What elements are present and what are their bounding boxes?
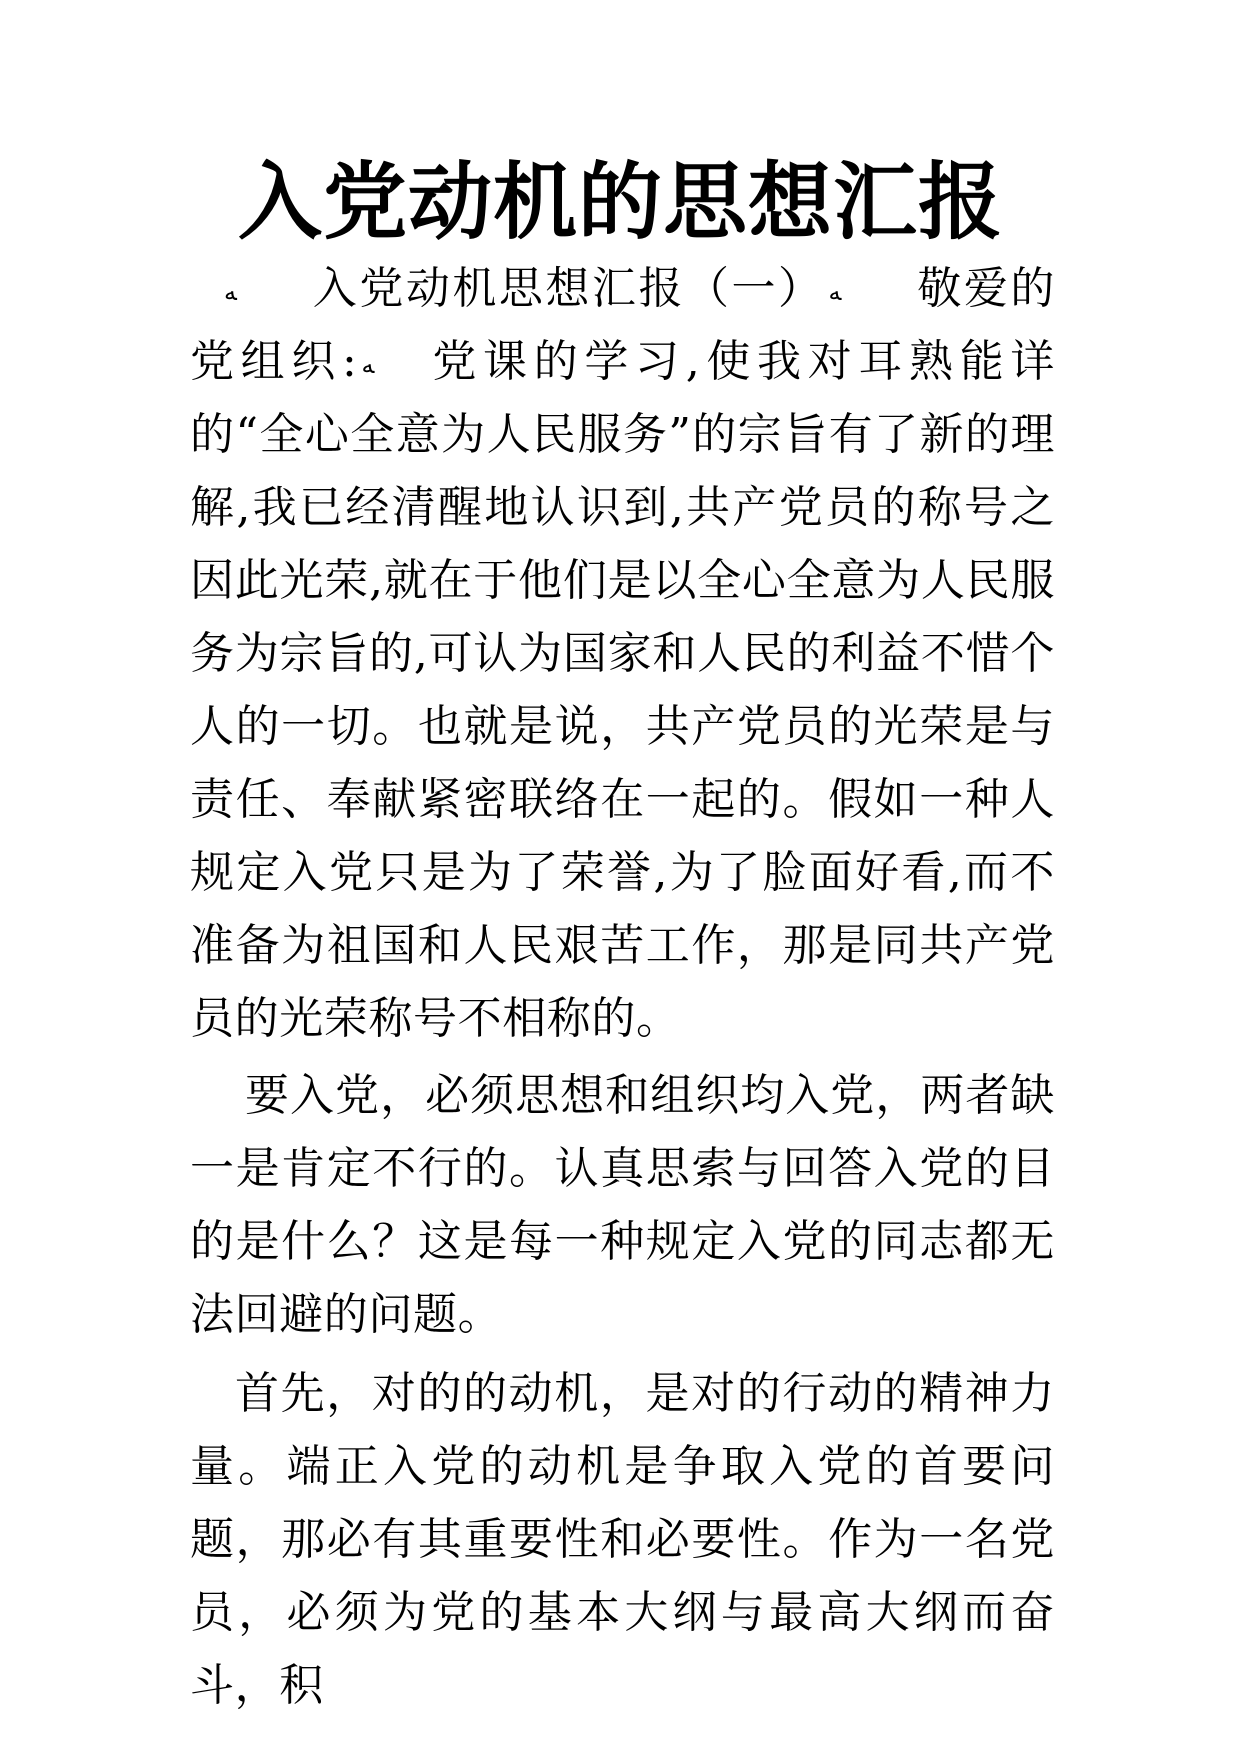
paragraph-1-text: 党课的学习,使我对耳熟能详的“全心全意为人民服务”的宗旨有了新的理解,我已经清醒地认识到,共产党员的称号之因此光荣,就在于他们是以全心全意为人民服务为宗旨的,可认为国家和人民的利益不惜个人的一切。也就是说，共产党员的光荣是与责任、奉献紧密联络在一起的。假如一种人规定入党只是为了荣誉,为了脸面好看,而不准备为祖国和人民艰苦工作，那是同共产党员的光荣称号不相称的。 [190,336,1055,1044]
bullet-glyph: ﻪ [828,277,842,306]
section-heading: 入党动机思想汇报（一） [310,263,825,314]
document-body [190,252,1055,1722]
bullet-glyph: ﻪ [224,277,237,306]
document-title: 入党动机的思想汇报 [237,152,1003,251]
greeting: 敬爱的党组织: [190,263,1055,387]
paragraph-2: 要入党，必须思想和组织均入党，两者缺一是肯定不行的。认真思索与回答入党的目的是什么？这是每一种规定入党的同志都无法回避的问题。 [190,1070,1055,1340]
bullet-glyph: ﻪ [361,350,375,379]
paragraph-3: 首先，对的的动机，是对的行动的精神力量。端正入党的动机是争取入党的首要问题，那必有其重要性和必要性。作为一名党员，必须为党的基本大纲与最高大纲而奋斗，积 [190,1368,1055,1711]
paragraph-1 [190,252,1055,1055]
